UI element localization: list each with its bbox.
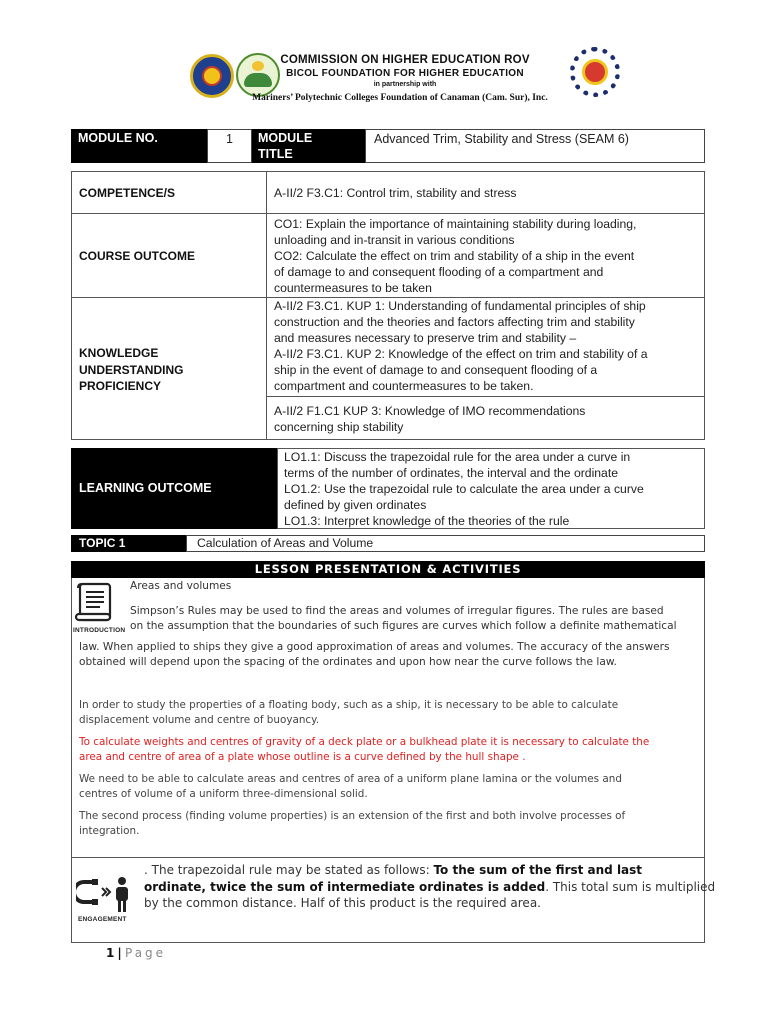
learning-outcome-line: terms of the number of ordinates, the interval and the ordinate [284, 466, 618, 480]
course-outcome-line: of damage to and consequent flooding of a compartment and [274, 265, 604, 279]
lamina-paragraph [79, 772, 699, 802]
topic-value: Calculation of Areas and Volume [197, 536, 374, 550]
learning-outcome-line: defined by given ordinates [284, 498, 427, 512]
page-number [106, 946, 122, 960]
kup-line: ship in the event of damage to and consequent flooding of a [274, 363, 598, 377]
page-number-value: 1 [106, 946, 115, 960]
mpcf-seal-logo [570, 47, 620, 97]
learning-outcome-label: LEARNING OUTCOME [79, 481, 212, 495]
table-subrow-divider [266, 396, 705, 397]
lesson-heading: Areas and volumes [130, 580, 232, 592]
kup-label [79, 345, 183, 395]
introduction-caption: INTRODUCTION [73, 627, 126, 634]
header-partnership: in partnership with [373, 81, 437, 88]
kup-line: and measures necessary to preserve trim and stability – [274, 331, 577, 345]
trapezoidal-rule-paragraph [144, 862, 716, 912]
kup-block-2 [274, 403, 699, 435]
introduction-scroll-icon [74, 580, 118, 624]
kup-line: A-II/2 F1.C1 KUP 3: Knowledge of IMO recommendations [274, 404, 586, 418]
competence-value: A-II/2 F3.C1: Control trim, stability and stress [274, 186, 517, 200]
table-column-divider [266, 171, 267, 440]
page-word: Page [125, 946, 167, 960]
trap-prefix: . The trapezoidal rule may be stated as follows: [144, 863, 434, 877]
floating-line: In order to study the properties of a floating body, such as a ship, it is necessary to be able to calculate [79, 699, 619, 711]
engagement-caption: ENGAGEMENT [78, 916, 127, 923]
weights-line: To calculate weights and centres of gravity of a deck plate or a bulkhead plate it is necessary to calculate the [79, 736, 650, 748]
page-separator: | [117, 946, 122, 960]
lamina-line: centres of volume of a uniform three-dimensional solid. [79, 788, 368, 800]
learning-outcome-line: LO1.2: Use the trapezoidal rule to calculate the area under a curve [284, 482, 644, 496]
course-outcome-label: COURSE OUTCOME [79, 249, 196, 263]
module-title-value-cell [365, 129, 705, 163]
kup-block-1 [274, 298, 699, 394]
simpson-line: on the assumption that the boundaries of such figures are curves which follow a definite mathematical [130, 620, 677, 632]
module-title-label-1: MODULE [258, 131, 313, 145]
kup-label-1: KNOWLEDGE [79, 346, 159, 360]
ched-seal-logo [190, 54, 234, 98]
trap-bold-2: ordinate, twice the sum of intermediate ordinates is added [144, 879, 546, 894]
kup-label-2: UNDERSTANDING [79, 362, 184, 377]
second-line: The second process (finding volume properties) is an extension of the first and both involve processes of [79, 810, 626, 822]
simpson-paragraph-2 [79, 640, 699, 670]
learning-outcome-text [284, 449, 699, 529]
course-outcome-line: unloading and in-transit in various conditions [274, 233, 515, 247]
header-foundation: BICOL FOUNDATION FOR HIGHER EDUCATION [286, 68, 524, 79]
learning-outcome-line: LO1.1: Discuss the trapezoidal rule for the area under a curve in [284, 450, 631, 464]
competence-label: COMPETENCE/S [79, 186, 176, 200]
kup-line: construction and the theories and factors affecting trim and stability [274, 315, 635, 329]
header-mariners: Mariners’ Polytechnic Colleges Foundation of Canaman (Cam. Sur), Inc. [252, 93, 548, 103]
weights-line: area and centre of area of a plate whose outline is a curve defined by the hull shape . [79, 751, 526, 763]
lesson-section-header: LESSON PRESENTATION & ACTIVITIES [71, 561, 705, 578]
topic-value-cell [186, 535, 705, 552]
course-outcome-line: CO1: Explain the importance of maintaining stability during loading, [274, 217, 637, 231]
header-commission: COMMISSION ON HIGHER EDUCATION ROV [280, 54, 530, 66]
engagement-magnet-person-icon [76, 876, 134, 914]
kup-label-3: PROFICIENCY [79, 379, 162, 393]
learning-outcome-label-cell [71, 448, 277, 529]
topic-label-cell [71, 535, 186, 552]
module-title-label-cell [252, 129, 365, 163]
module-title-label-2: TITLE [258, 147, 293, 161]
trap-line-1 [144, 862, 700, 879]
simpson-line: Simpson’s Rules may be used to find the areas and volumes of irregular figures. The rules are based [130, 605, 664, 617]
second-process-paragraph [79, 809, 699, 839]
module-no-value-cell [207, 129, 252, 163]
trap-line-2 [144, 879, 716, 896]
trap-rest-1: . This total sum is multiplied [545, 879, 716, 894]
kup-line: A-II/2 F3.C1. KUP 2: Knowledge of the effect on trim and stability of a [274, 347, 648, 361]
trap-bold-1: To the sum of the first and last [433, 863, 643, 877]
kup-line: compartment and countermeasures to be taken. [274, 379, 534, 393]
floating-body-paragraph [79, 698, 699, 728]
simpson-paragraph-1 [130, 604, 700, 634]
module-no-label: MODULE NO. [78, 131, 158, 145]
weights-paragraph-red [79, 735, 699, 765]
table-row-divider [71, 213, 705, 214]
topic-label: TOPIC 1 [79, 536, 126, 550]
learning-outcome-line: LO1.3: Interpret knowledge of the theories of the rule [284, 514, 570, 528]
lamina-line: We need to be able to calculate areas and centres of area of a uniform plane lamina or the volumes and [79, 773, 622, 785]
course-outcome-line: countermeasures to be taken [274, 281, 432, 295]
simpson-line: law. When applied to ships they give a good approximation of areas and volumes. The accuracy of the answers [79, 641, 670, 653]
kup-line: concerning ship stability [274, 420, 404, 434]
simpson-line: obtained will depend upon the spacing of the ordinates and upon how near the curve follows the law. [79, 656, 617, 668]
module-no-label-cell [71, 129, 207, 163]
floating-line: displacement volume and centre of buoyancy. [79, 714, 320, 726]
module-no-value: 1 [226, 132, 233, 146]
course-outcome-line: CO2: Calculate the effect on trim and stability of a ship in the event [274, 249, 635, 263]
module-title-value: Advanced Trim, Stability and Stress (SEAM 6) [374, 132, 629, 146]
kup-line: A-II/2 F3.C1. KUP 1: Understanding of fundamental principles of ship [274, 299, 646, 313]
course-outcome-text [274, 216, 699, 296]
trap-line-3: by the common distance. Half of this product is the required area. [144, 896, 541, 910]
second-line: integration. [79, 825, 140, 837]
